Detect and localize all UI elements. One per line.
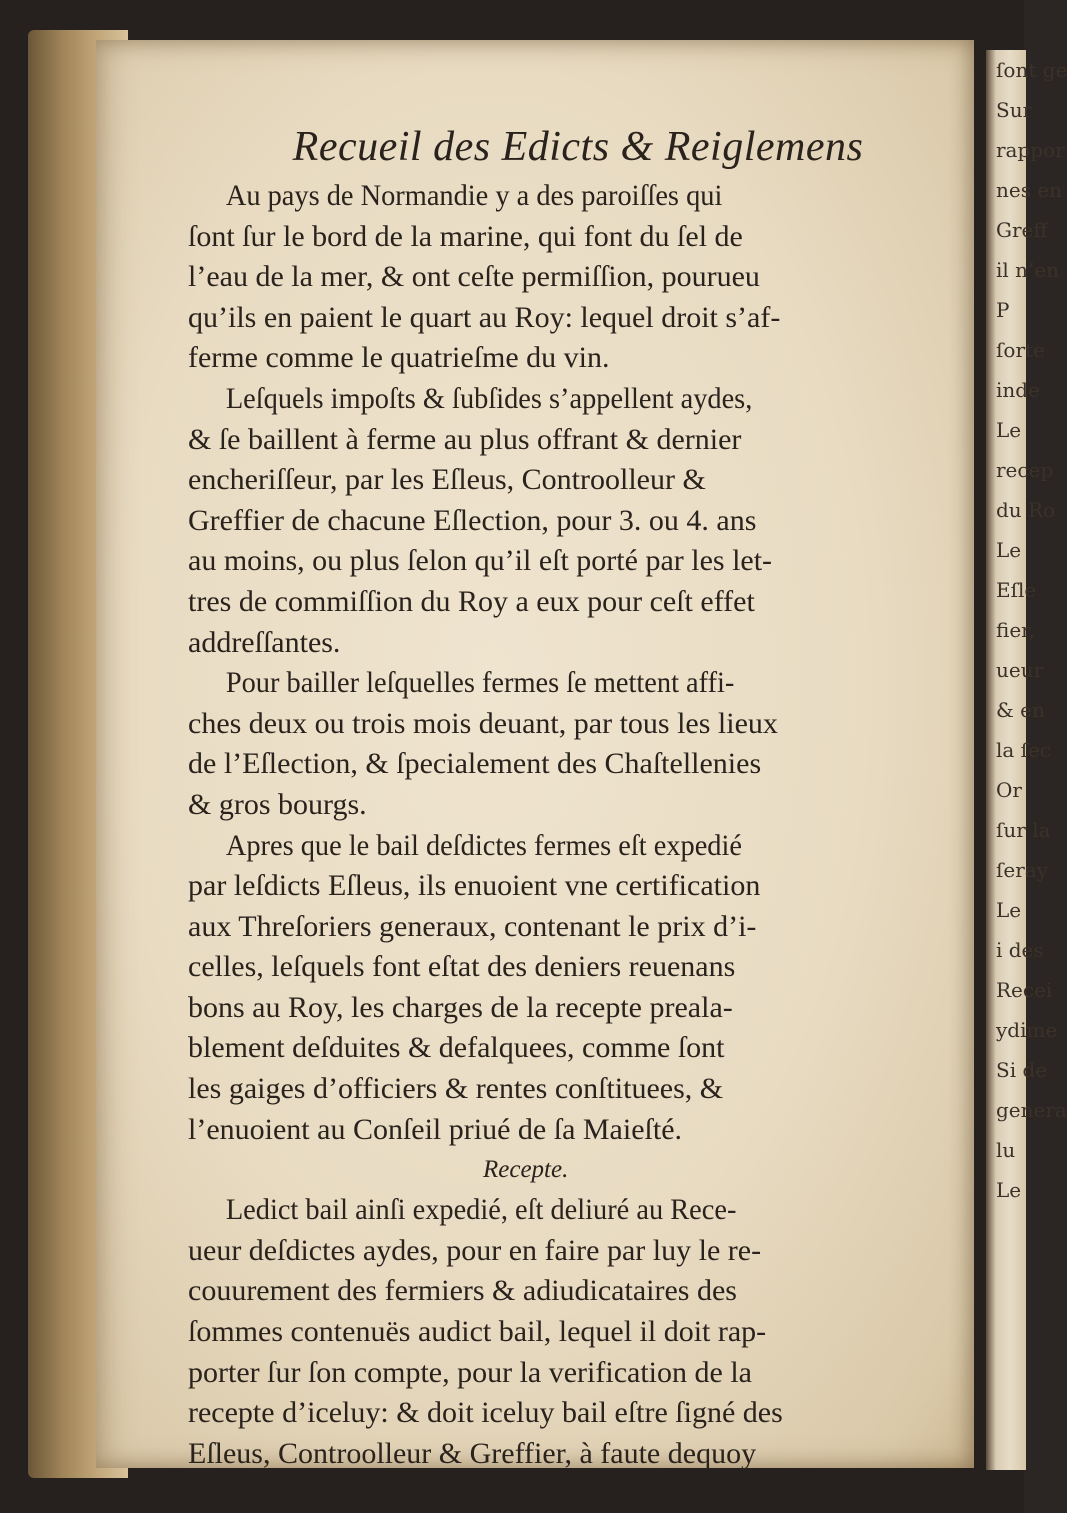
adjacent-page-fragment: ydime xyxy=(996,1018,1058,1042)
text-line: ſommes contenuës audict bail, lequel il doit rap- xyxy=(188,1315,767,1349)
text-line: Au pays de Normandie y a des paroiſſes qui xyxy=(225,179,723,212)
text-line: les gaiges d’officiers & rentes conſtituees, & xyxy=(188,1072,724,1106)
paragraphs-after xyxy=(188,1190,928,1474)
paragraph xyxy=(188,1190,928,1474)
text-line: l’eau de la mer, & ont ceſte permiſſion, pourueu xyxy=(188,260,760,294)
text-line: Greffier de chacune Eſlection, pour 3. ou 4. ans xyxy=(188,503,757,537)
adjacent-page-fragment: nes en xyxy=(996,178,1063,202)
adjacent-page-fragment: inde xyxy=(996,378,1040,402)
text-line: de l’Eſlection, & ſpecialement des Chaſtellenies xyxy=(188,747,762,781)
adjacent-page-fragment: il n’en xyxy=(996,258,1060,282)
paragraph xyxy=(188,663,928,825)
adjacent-page-fragment: Si de xyxy=(996,1058,1048,1082)
text-line: Leſquels impoſts & ſubſides s’appellent aydes, xyxy=(225,381,753,415)
adjacent-page-fragment: i des xyxy=(996,938,1044,962)
text-line: blement deſduites & defalquees, comme ſont xyxy=(188,1031,725,1065)
adjacent-page-fragment: Le xyxy=(996,1178,1022,1202)
adjacent-page-fragment: ſeray xyxy=(996,858,1049,882)
adjacent-page-fragment: Le xyxy=(996,898,1022,922)
adjacent-page-fragment: ueur xyxy=(996,658,1044,682)
adjacent-page-fragment: du Ro xyxy=(996,498,1056,522)
text-line: par leſdicts Eſleus, ils enuoient vne certification xyxy=(188,869,761,903)
text-line: tres de commiſſion du Roy a eux pour ceſt effet xyxy=(188,584,755,618)
text-line: addreſſantes. xyxy=(188,625,341,659)
adjacent-page-fragment: ſorte xyxy=(996,338,1045,362)
paragraph xyxy=(188,826,928,1151)
adjacent-page-fragment: genera xyxy=(996,1098,1067,1122)
adjacent-page-fragment: Greff xyxy=(996,218,1048,242)
text-line: Apres que le bail deſdictes fermes eſt expedié xyxy=(225,828,742,862)
text-line: Ledict bail ainſi expedié, eſt deliuré au Rece- xyxy=(225,1193,737,1227)
adjacent-page-fragment: Eſle xyxy=(996,578,1037,602)
text-line: Eſleus, Controolleur & Greffier, à faute dequoy xyxy=(188,1436,757,1470)
text-line: porter ſur ſon compte, pour la verification de la xyxy=(188,1355,752,1389)
adjacent-page-fragment: Recei xyxy=(996,978,1053,1002)
adjacent-page-fragment: la ſec xyxy=(996,738,1052,762)
text-line: aux Threſoriers generaux, contenant le prix d’i- xyxy=(188,909,757,943)
text-line: qu’ils en paient le quart au Roy: lequel droit s’af- xyxy=(188,300,781,334)
adjacent-page-fragment: fier, xyxy=(996,618,1035,642)
text-line: ferme comme le quatrieſme du vin. xyxy=(188,341,610,375)
text-line: au moins, ou plus ſelon qu’il eſt porté par les let- xyxy=(188,544,773,578)
adjacent-page-fragment: Le xyxy=(996,418,1022,442)
text-line: recepte d’iceluy: & doit iceluy bail eſtre ſigné des xyxy=(188,1396,783,1430)
running-head: Recueil des Edicts & Reiglemens xyxy=(292,124,864,170)
text-line: ſont ſur le bord de la marine, qui font du ſel de xyxy=(188,219,743,253)
paragraph xyxy=(188,379,928,663)
text-line: celles, leſquels font eſtat des deniers reuenans xyxy=(188,950,736,984)
adjacent-page-fragment: Sur xyxy=(996,98,1033,122)
text-line: encheriſſeur, par les Eſleus, Controolleur & xyxy=(188,463,706,497)
adjacent-page-fragment: rappor xyxy=(996,138,1065,162)
text-line: ueur deſdictes aydes, pour en faire par luy le re- xyxy=(188,1233,762,1267)
adjacent-page-fragment: Le xyxy=(996,538,1022,562)
text-line: bons au Roy, les charges de la recepte preala- xyxy=(188,990,733,1024)
adjacent-page-fragment: P xyxy=(996,298,1010,322)
text-line: l’enuoient au Conſeil priué de ſa Maieſté. xyxy=(188,1112,683,1146)
adjacent-page-fragment: recep xyxy=(996,458,1054,482)
adjacent-page-fragment: & en xyxy=(996,698,1045,722)
page-text xyxy=(188,118,928,1474)
adjacent-page-fragment: ſur la xyxy=(996,818,1051,842)
text-line: ches deux ou trois mois deuant, par tous les lieux xyxy=(188,706,778,740)
section-title: Recepte. xyxy=(483,1156,569,1184)
adjacent-page-fragment: ſont ge xyxy=(996,58,1067,82)
paragraphs-before xyxy=(188,176,928,1150)
text-line: Pour bailler leſquelles fermes ſe mettent affi- xyxy=(225,666,735,700)
text-line: & ſe baillent à ferme au plus offrant & dernier xyxy=(188,422,742,456)
text-line: couurement des fermiers & adiudicataires des xyxy=(188,1274,737,1308)
text-line: & gros bourgs. xyxy=(188,787,367,821)
adjacent-page-fragment: lu xyxy=(996,1138,1016,1162)
paragraph xyxy=(188,176,928,379)
adjacent-page-edge xyxy=(986,50,1067,1470)
adjacent-page-fragment: Or xyxy=(996,778,1022,802)
